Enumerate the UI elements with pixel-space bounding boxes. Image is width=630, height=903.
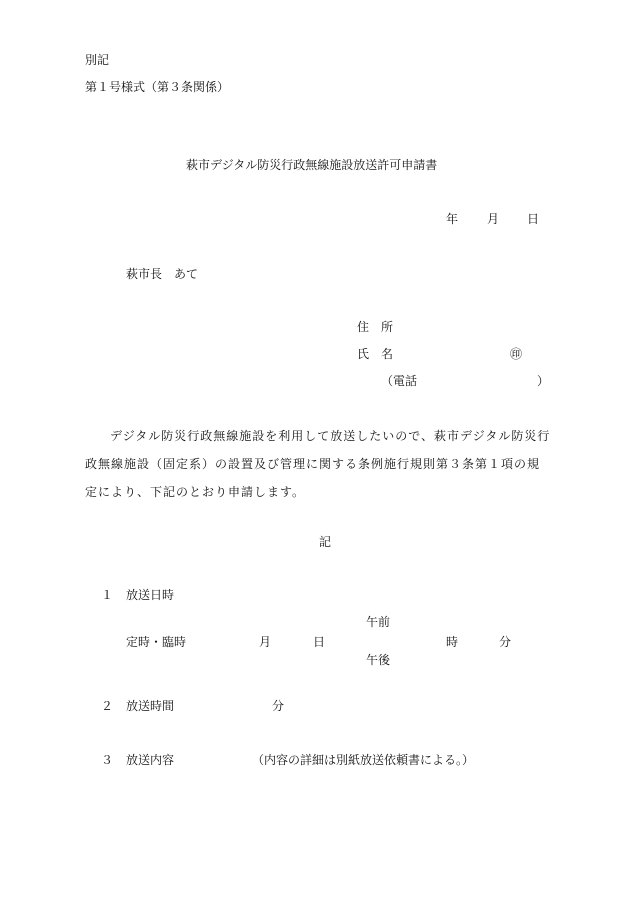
minute-label: 分 [499, 635, 512, 649]
month-label: 月 [259, 635, 272, 649]
item-label: 放送内容 [126, 753, 175, 767]
phone-close: ） [537, 374, 550, 388]
phone-open: （電話 [381, 374, 418, 388]
appendix-label: 別記 [85, 53, 110, 67]
day-label: 日 [313, 635, 326, 649]
ki-heading: 記 [319, 535, 332, 549]
item-number: １ [101, 588, 114, 602]
body-line: 定により、下記のとおり申請します。 [85, 485, 306, 499]
addressee: 萩市長 あて [126, 267, 199, 281]
broadcast-type-label: 定時・臨時 [126, 635, 187, 649]
date-month: 月 [487, 212, 500, 226]
body-line: 政無線施設（固定系）の設置及び管理に関する条例施行規則第３条第１項の規 [85, 457, 541, 471]
item-label: 放送時間 [126, 699, 175, 713]
date-year: 年 [446, 212, 459, 226]
address-label: 住 所 [357, 320, 394, 334]
hour-label: 時 [446, 635, 459, 649]
pm-label: 午後 [366, 653, 391, 667]
seal-mark: ㊞ [510, 347, 523, 361]
item-number: ２ [101, 699, 114, 713]
item-label: 放送日時 [126, 588, 175, 602]
duration-unit: 分 [272, 699, 285, 713]
date-day: 日 [527, 212, 540, 226]
item-number: ３ [101, 753, 114, 767]
form-number-label: 第１号様式（第３条関係） [85, 80, 230, 94]
document-title: 萩市デジタル防災行政無線施設放送許可申請書 [186, 158, 438, 172]
name-label: 氏 名 [357, 347, 394, 361]
content-note: （内容の詳細は別紙放送依頼書による。） [252, 753, 475, 767]
body-line: デジタル防災行政無線施設を利用して放送したいので、萩市デジタル防災行 [110, 429, 551, 443]
am-label: 午前 [366, 615, 391, 629]
